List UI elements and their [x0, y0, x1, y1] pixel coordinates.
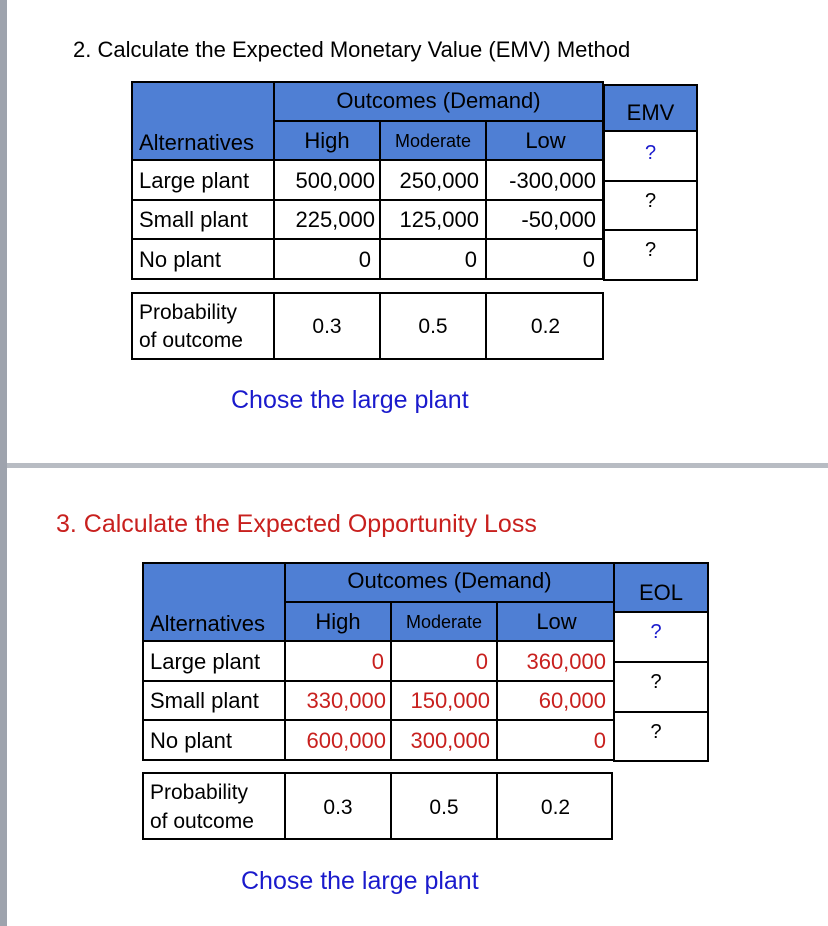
probability-label: Probability — [139, 301, 238, 324]
eol-cell: 0 — [475, 649, 488, 674]
probability-value: 0.3 — [312, 315, 342, 338]
emv-row-label: Large plant — [139, 168, 250, 193]
probability-label: Probability — [150, 781, 249, 804]
eol-col-low: Low — [536, 609, 577, 634]
eol-cell: 360,000 — [526, 649, 606, 674]
eol-col-moderate: Moderate — [405, 612, 483, 632]
eol-row-label: Large plant — [150, 649, 261, 674]
eol-col-high: High — [315, 609, 361, 634]
probability-value: 0.2 — [540, 796, 571, 819]
eol-alternatives-label: Alternatives — [150, 611, 265, 636]
probability-value: 0.5 — [429, 796, 459, 819]
eol-cell: 600,000 — [306, 728, 386, 753]
emv-header: EMV — [626, 100, 675, 125]
section3-title: 3. Calculate the Expected Opportunity Loss — [56, 510, 537, 538]
eol-outcomes-header: Outcomes (Demand) — [347, 568, 552, 593]
emv-cell: 500,000 — [295, 168, 375, 193]
section2-conclusion: Chose the large plant — [231, 386, 469, 414]
emv-cell: -300,000 — [509, 168, 596, 193]
probability-value: 0.2 — [530, 315, 561, 338]
eol-row-label: No plant — [150, 728, 232, 753]
emv-row-label: No plant — [139, 247, 221, 272]
emv-cell: 225,000 — [295, 207, 375, 232]
emv-cell: 0 — [582, 247, 595, 272]
eol-row-label: Small plant — [150, 688, 259, 713]
eol-header: EOL — [638, 580, 684, 605]
emv-value: ? — [644, 190, 657, 212]
eol-value: ? — [650, 671, 662, 693]
emv-col-moderate: Moderate — [394, 131, 472, 151]
section-divider — [7, 463, 828, 468]
emv-cell: 125,000 — [399, 207, 479, 232]
eol-cell: 0 — [593, 728, 606, 753]
eol-value: ? — [650, 721, 662, 743]
section3-conclusion: Chose the large plant — [241, 867, 479, 895]
probability-label: of outcome — [139, 329, 243, 352]
emv-value: ? — [644, 239, 657, 261]
emv-col-low: Low — [525, 128, 566, 153]
emv-value: ? — [644, 142, 657, 164]
probability-value: 0.3 — [323, 796, 353, 819]
emv-cell: 250,000 — [399, 168, 479, 193]
eol-value: ? — [650, 621, 662, 643]
emv-col-high: High — [304, 128, 350, 153]
left-border — [0, 0, 7, 926]
eol-cell: 60,000 — [538, 688, 606, 713]
probability-value: 0.5 — [418, 315, 448, 338]
emv-cell: 0 — [358, 247, 371, 272]
emv-cell: 0 — [464, 247, 477, 272]
eol-cell: 300,000 — [410, 728, 490, 753]
eol-cell: 150,000 — [410, 688, 490, 713]
probability-label: of outcome — [150, 810, 254, 833]
section2-title: 2. Calculate the Expected Monetary Value (EMV) Method — [73, 37, 631, 62]
emv-cell: -50,000 — [521, 207, 596, 232]
emv-outcomes-header: Outcomes (Demand) — [336, 88, 541, 113]
eol-cell: 0 — [371, 649, 384, 674]
eol-cell: 330,000 — [306, 688, 386, 713]
emv-alternatives-label: Alternatives — [139, 130, 254, 155]
emv-row-label: Small plant — [139, 207, 248, 232]
